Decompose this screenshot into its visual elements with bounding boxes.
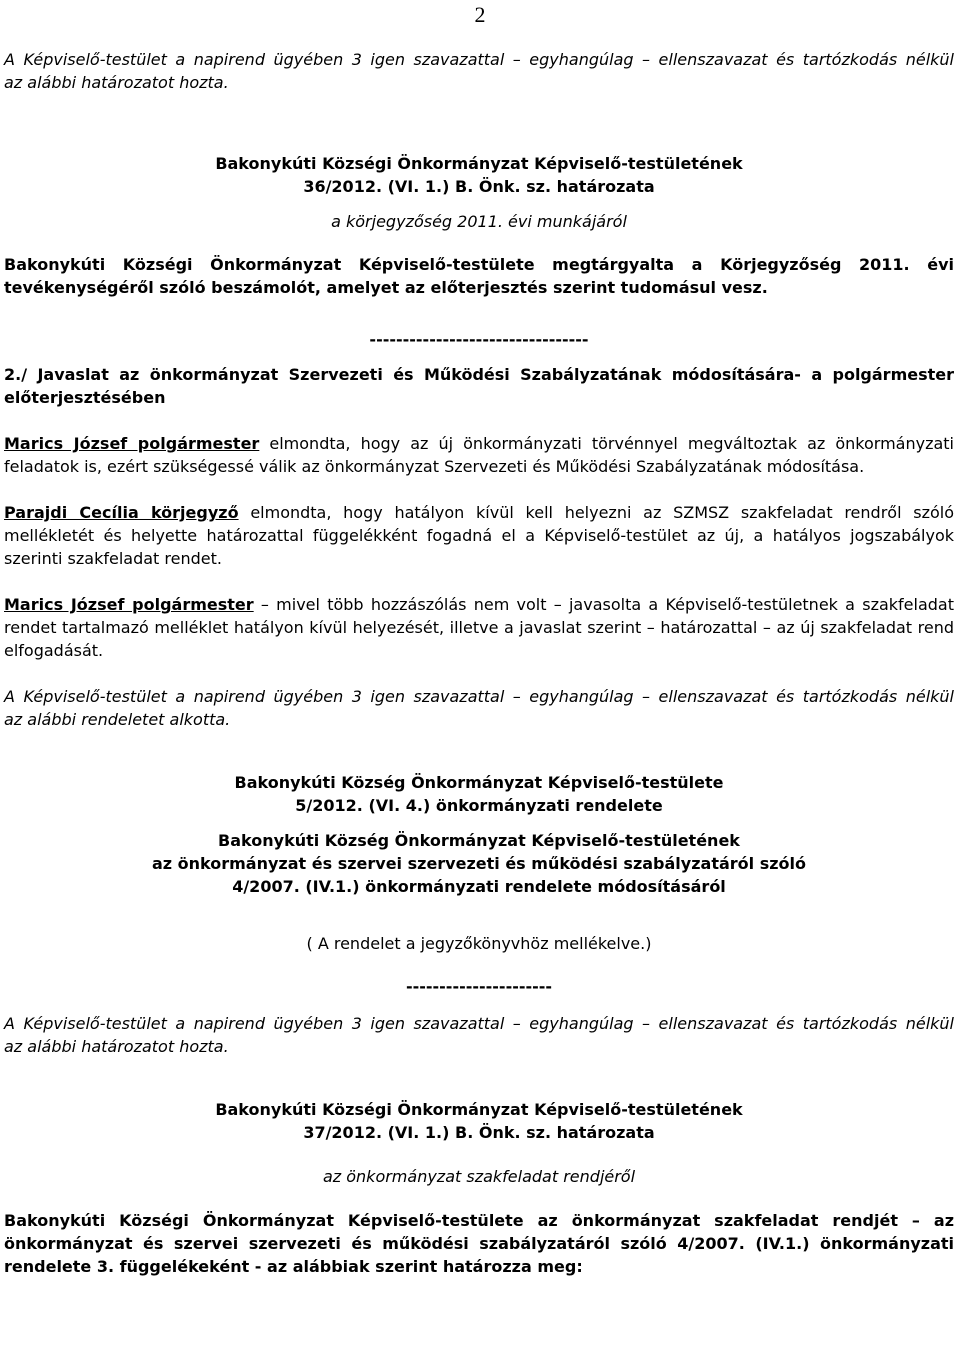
separator-line: ---------------------- <box>405 977 553 996</box>
vote-statement-3-line1: A Képviselő-testület a napirend ügyében 3 igen szavazattal – egyhangúlag – ellenszavazat és tartózkodás nélkül <box>4 1014 954 1033</box>
page-number: 2 <box>474 2 486 27</box>
decree-title-line1: Bakonykúti Község Önkormányzat Képviselő-testületének <box>218 831 740 850</box>
speaker-name: Marics József polgármester <box>4 595 254 614</box>
resolution-36-number: 36/2012. (VI. 1.) B. Önk. sz. határozata <box>303 177 655 196</box>
paragraph-text: – mivel több hozzászólás nem volt – javasolta a Képviselő-testületnek a szakfeladat rendet tartalmazó melléklet hatályon kívül helyezését, illetve a javaslat szerint – határozattal – az új szakfeladat rend elfogadását. <box>4 595 954 660</box>
resolution-37-text: Bakonykúti Községi Önkormányzat Képviselő-testülete az önkormányzat szakfeladat rendjét – az önkormányzat és szervei szervezeti és működési szabályzatáról szóló 4/2007. (IV.1.) önkormányzati rendelete 3. függelékeként - az alábbiak szerint határozza meg: <box>4 1211 954 1276</box>
vote-statement-2-line2: az alábbi rendeletet alkotta. <box>4 710 231 729</box>
vote-statement-1-line2: az alábbi határozatot hozta. <box>4 73 229 92</box>
decree-annex-note: ( A rendelet a jegyzőkönyvhöz mellékelve.) <box>306 934 652 953</box>
decree-number: 5/2012. (VI. 4.) önkormányzati rendelete <box>295 796 663 815</box>
resolution-36-text-line1: Bakonykúti Községi Önkormányzat Képviselő-testülete megtárgyalta a Körjegyzőség 2011. évi <box>4 255 954 274</box>
resolution-36-text-line2: tevékenységéről szóló beszámolót, amelyet az előterjesztés szerint tudomásul vesz. <box>4 278 768 297</box>
vote-statement-1-line1: A Képviselő-testület a napirend ügyében 3 igen szavazattal – egyhangúlag – ellenszavazat és tartózkodás nélkül <box>4 50 954 69</box>
resolution-37-subject: az önkormányzat szakfeladat rendjéről <box>322 1167 636 1186</box>
resolution-37-number: 37/2012. (VI. 1.) B. Önk. sz. határozata <box>303 1123 655 1142</box>
paragraph-text: elmondta, hogy az új önkormányzati törvénnyel megváltoztak az önkormányzati feladatok is, ezért szükségessé válik az önkormányzat Szervezeti és Működési Szabályzatának módosítása. <box>4 434 954 476</box>
resolution-37-heading: Bakonykúti Községi Önkormányzat Képviselő-testületének <box>215 1100 743 1119</box>
decree-title-line2: az önkormányzat és szervei szervezeti és működési szabályzatáról szóló <box>151 854 807 873</box>
agenda-item-2-heading: 2./ Javaslat az önkormányzat Szervezeti és Működési Szabályzatának módosítására- a polgármester előterjesztésében <box>4 365 954 407</box>
resolution-36-heading: Bakonykúti Községi Önkormányzat Képviselő-testületének <box>215 154 743 173</box>
resolution-36-subject: a körjegyzőség 2011. évi munkájáról <box>331 212 627 231</box>
document-body <box>4 48 954 1278</box>
paragraph-mayor-2 <box>4 593 954 662</box>
vote-statement-2-line1: A Képviselő-testület a napirend ügyében 3 igen szavazattal – egyhangúlag – ellenszavazat és tartózkodás nélkül <box>4 687 954 706</box>
speaker-name: Marics József polgármester <box>4 434 260 453</box>
decree-title-line3: 4/2007. (IV.1.) önkormányzati rendelete módosításáról <box>232 877 726 896</box>
paragraph-notary <box>4 501 954 570</box>
decree-heading: Bakonykúti Község Önkormányzat Képviselő-testülete <box>234 773 724 792</box>
speaker-name: Parajdi Cecília körjegyző <box>4 503 239 522</box>
paragraph-text: elmondta, hogy hatályon kívül kell helyezni az SZMSZ szakfeladat rendről szóló mellékletét és helyette határozattal függelékként fogadná el a Képviselő-testület az új, a hatályos jogszabályok szerinti szakfeladat rendet. <box>4 503 954 568</box>
separator-line: --------------------------------- <box>369 330 589 349</box>
vote-statement-3-line2: az alábbi határozatot hozta. <box>4 1037 229 1056</box>
paragraph-mayor-1 <box>4 432 954 478</box>
